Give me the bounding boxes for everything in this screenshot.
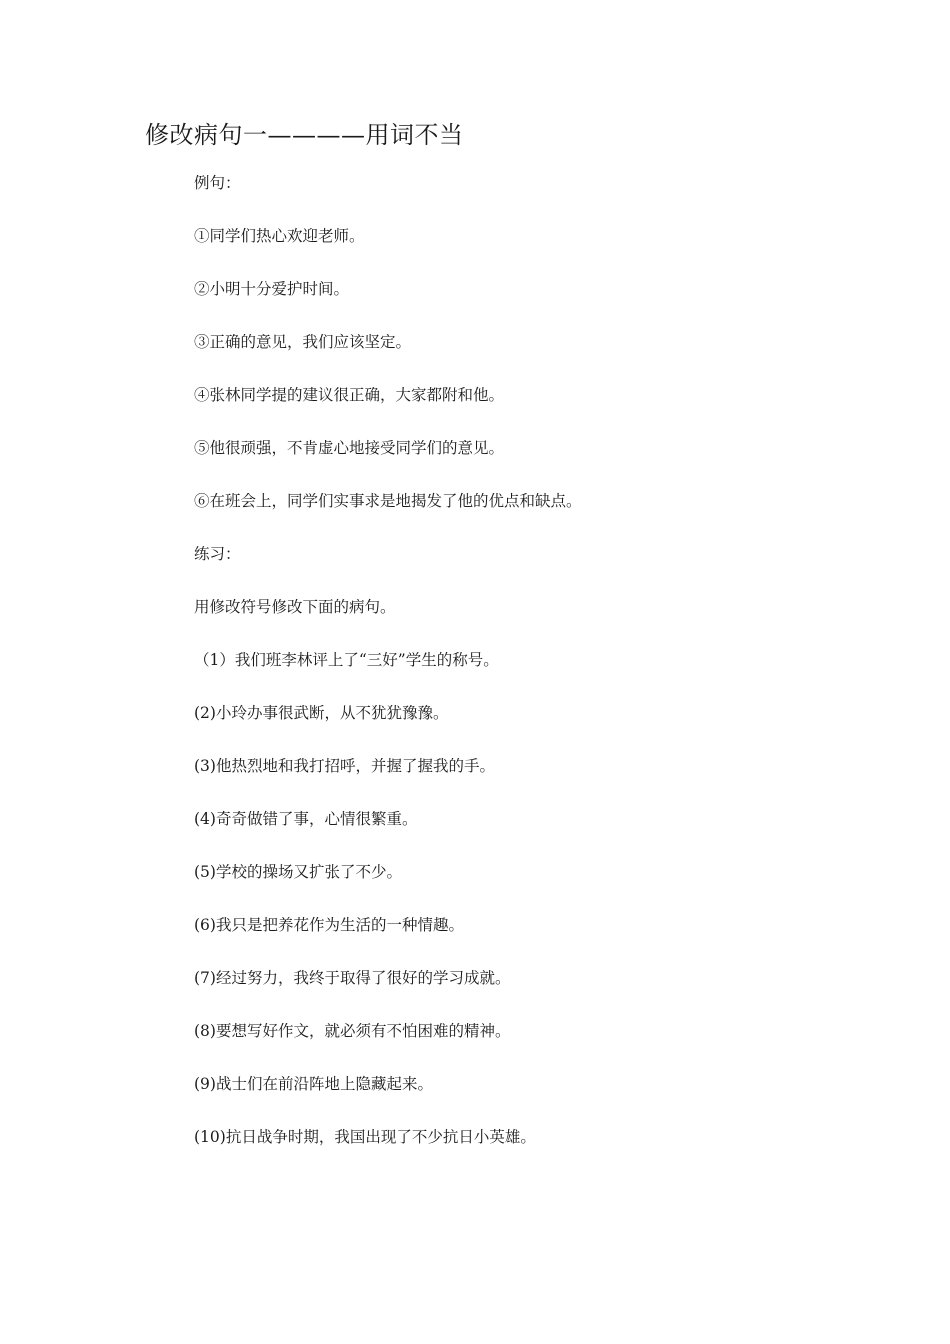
example-sentence-2: ②小明十分爱护时间。 [194,280,350,298]
practice-instruction: 用修改符号修改下面的病句。 [194,598,396,616]
section-heading-practice: 练习： [194,545,241,563]
practice-sentence-5: (5)学校的操场又扩张了不少。 [194,863,402,881]
example-sentence-3: ③正确的意见，我们应该坚定。 [194,333,412,351]
document-title: 修改病句一————用词不当 [145,121,464,149]
example-sentence-4: ④张林同学提的建议很正确，大家都附和他。 [194,386,505,404]
section-heading-examples: 例句： [194,174,241,192]
practice-sentence-3: (3)他热烈地和我打招呼，并握了握我的手。 [194,757,495,775]
practice-sentence-8: (8)要想写好作文，就必须有不怕困难的精神。 [194,1022,511,1040]
practice-sentence-2: (2)小玲办事很武断，从不犹犹豫豫。 [194,704,449,722]
practice-sentence-10: (10)抗日战争时期，我国出现了不少抗日小英雄。 [194,1128,536,1146]
document-body [194,168,894,1175]
practice-sentence-1: （1）我们班李林评上了“三好”学生的称号。 [194,651,499,669]
practice-sentence-4: (4)奇奇做错了事，心情很繁重。 [194,810,418,828]
example-sentence-5: ⑤他很顽强，不肯虚心地接受同学们的意见。 [194,439,505,457]
practice-sentence-7: (7)经过努力，我终于取得了很好的学习成就。 [194,969,511,987]
example-sentence-6: ⑥在班会上，同学们实事求是地揭发了他的优点和缺点。 [194,492,582,510]
practice-sentence-6: (6)我只是把养花作为生活的一种情趣。 [194,916,464,934]
example-sentence-1: ①同学们热心欢迎老师。 [194,227,365,245]
practice-sentence-9: (9)战士们在前沿阵地上隐藏起来。 [194,1075,433,1093]
